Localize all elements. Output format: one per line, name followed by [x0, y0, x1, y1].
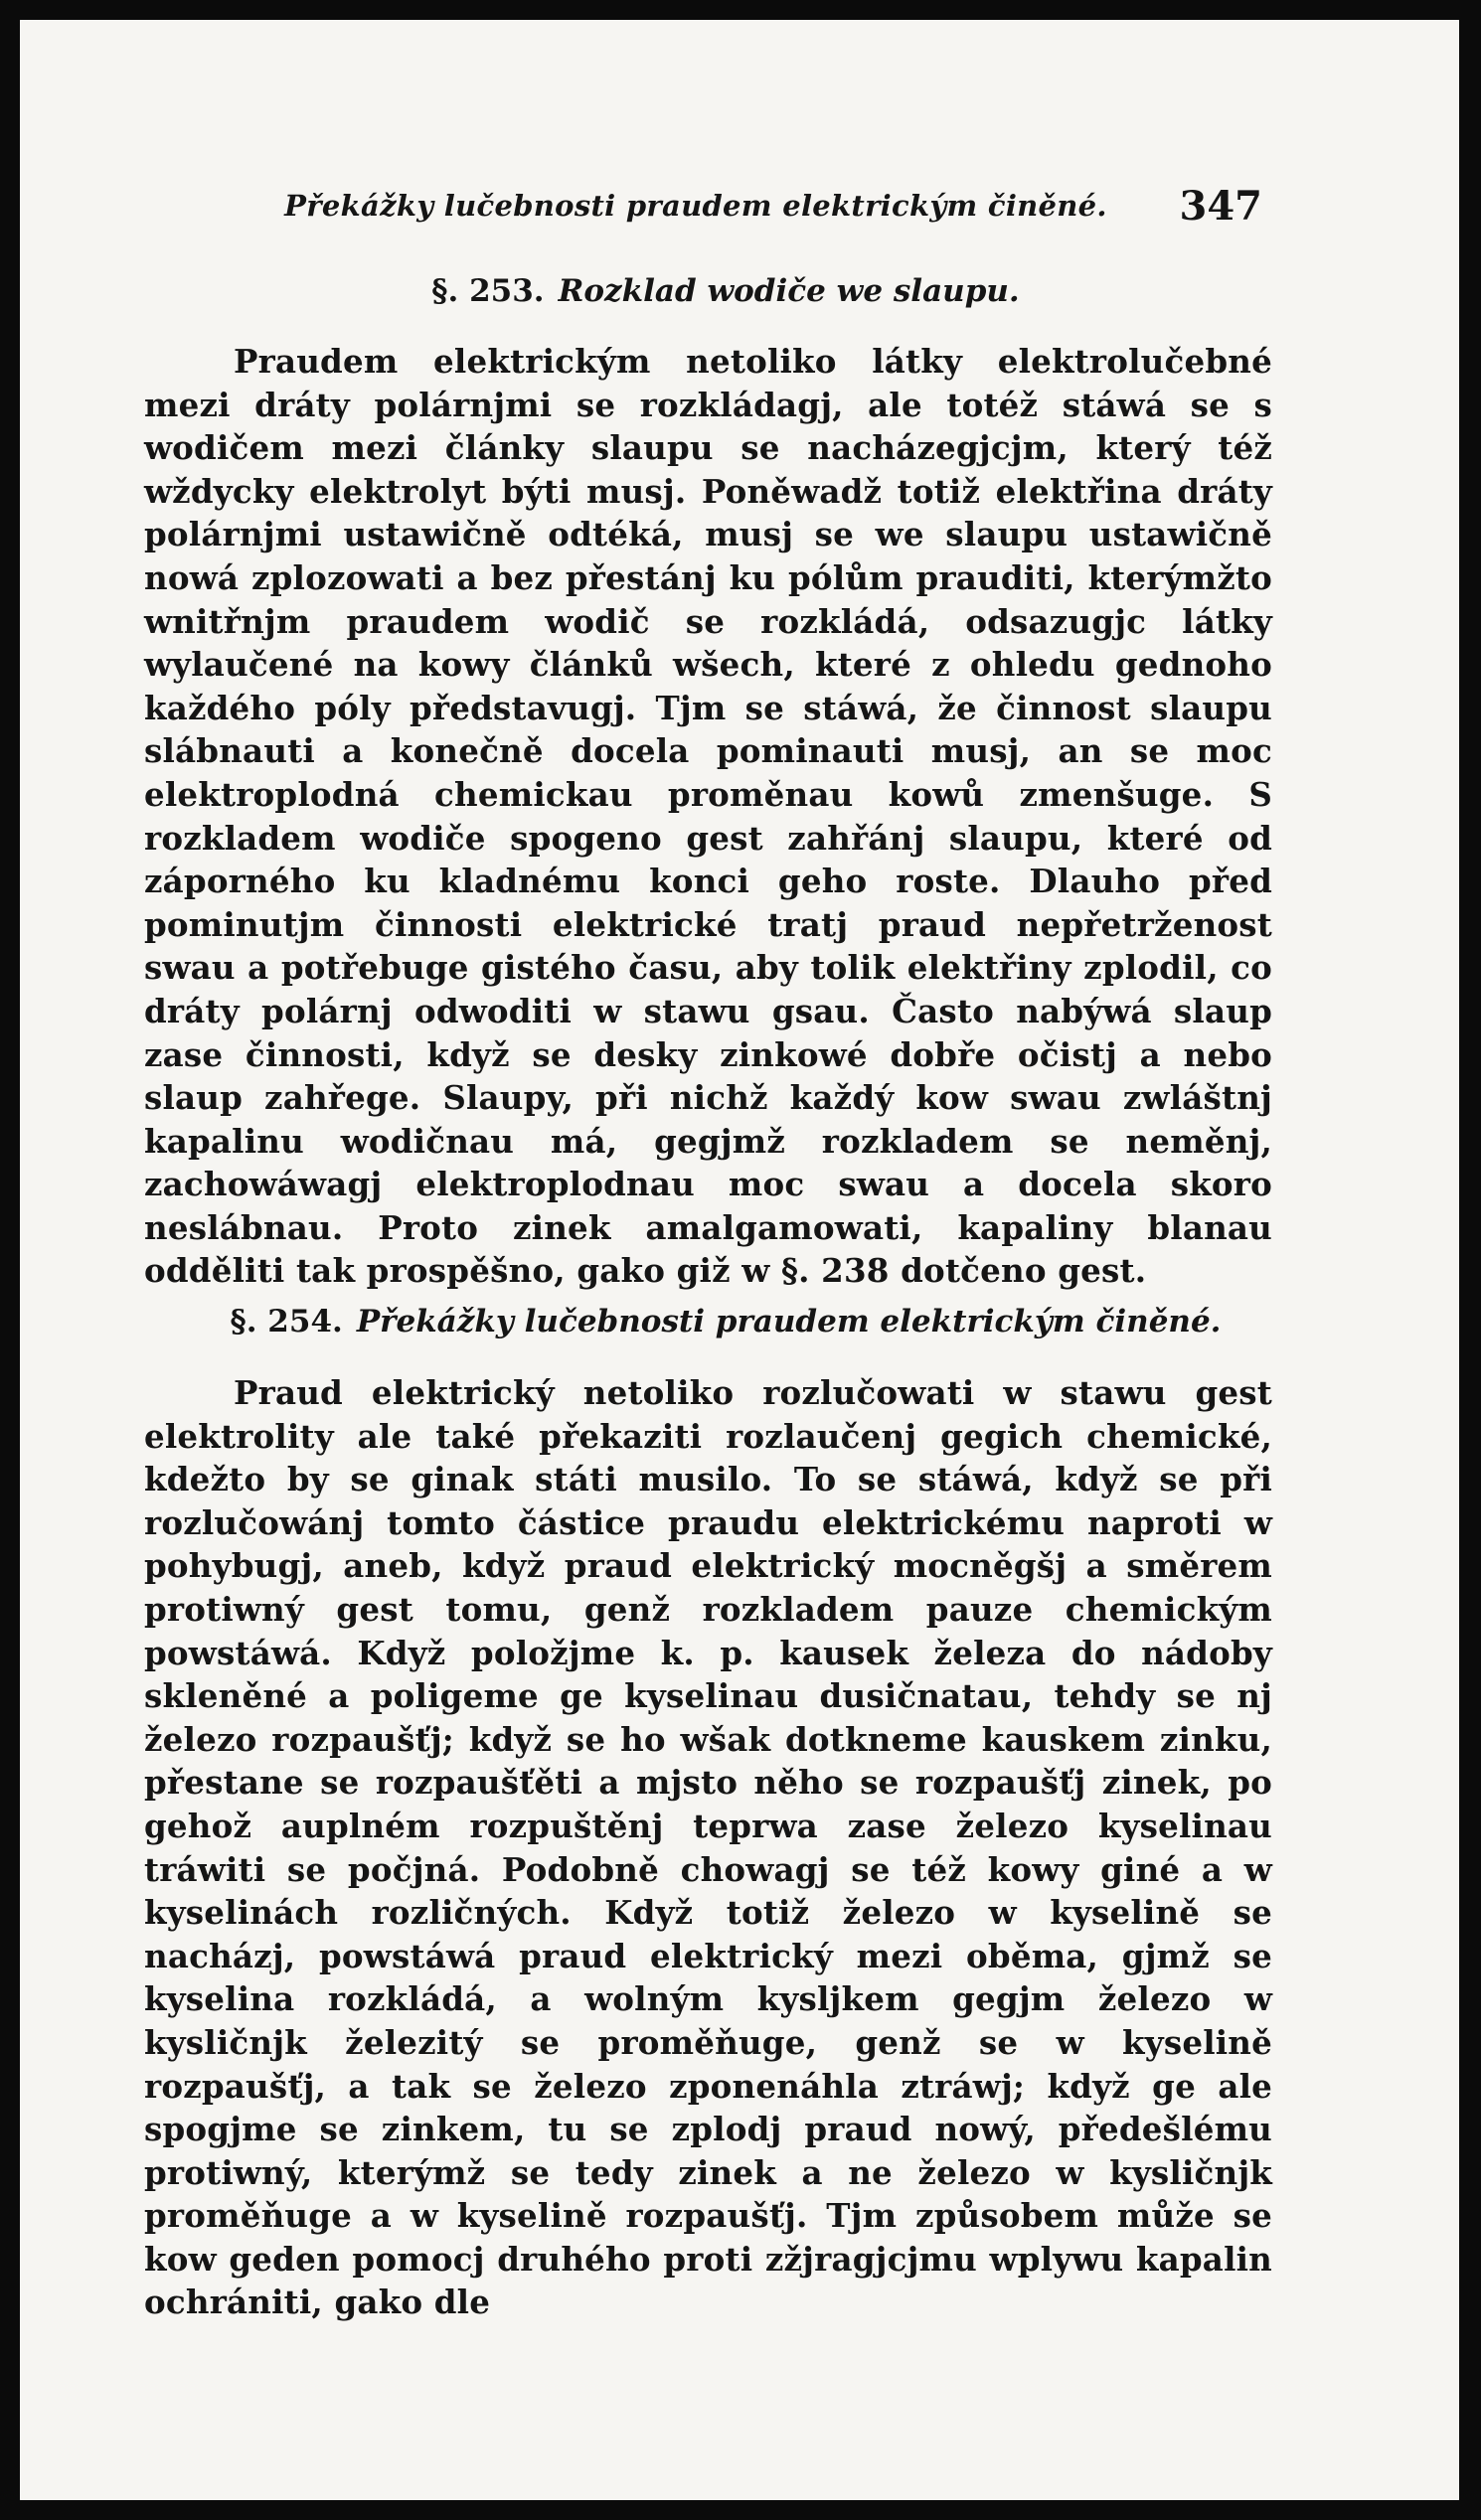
section-number: §. 253. [431, 273, 545, 309]
section-254-paragraph: Praud elektrický netoliko rozlučowati w stawu gest elektrolity ale také překaziti rozlaučenj gegich chemické, kdežto by se ginak státi musilo. To se stáwá, když se při rozlučowánj tomto částice praudu elektrickému naproti w pohybugj, aneb, když praud elektrický mocněgšj a směrem protiwný gest tomu, genž rozkladem pauze chemickým powstáwá. Když položjme k. p. kausek železa do nádoby skleněné a poligeme ge kyselinau dusičnatau, tehdy se nj železo rozpaušťj; když se ho wšak dotkneme kauskem zinku, přestane se rozpaušťěti a mjsto něho se rozpaušťj zinek, po gehož auplném rozpuštěnj teprwa zase železo kyselinau tráwiti se počjná. Podobně chowagj se též kowy giné a w kyselinách rozličných. Když totiž železo w kyselině se nacházj, powstáwá praud elektrický mezi oběma, gjmž se kyselina rozkládá, a wolným kysljkem gegjm železo w kysličnjk železitý se proměňuge, genž se w kyselině rozpaušťj, a tak se železo zponenáhla ztráwj; když ge ale spogjme se zinkem, tu se zplodj praud nowý, předešlému protiwný, kterýmž se tedy zinek a ne železo w kysličnjk proměňuge a w kyselině rozpaušťj. Tjm způsobem může se kow geden pomocj druhého proti zžjragjcjmu wplywu kapalin ochrániti, gako dle [144, 1373, 1272, 2322]
section-253-paragraph: Praudem elektrickým netoliko látky elektrolučebné mezi dráty polárnjmi se rozkládagj, ale totéž stáwá se s wodičem mezi články slaupu se nacházegjcjm, který též wždycky elektrolyt býti musj. Poněwadž totiž elektřina dráty polárnjmi ustawičně odtéká, musj se we slaupu ustawičně nowá zplozowati a bez přestánj ku pólům prauditi, kterýmžto wnitřnjm praudem wodič se rozkládá, odsazugjc látky wylaučené na kowy článků wšech, které z ohledu gednoho každého póly představugj. Tjm se stáwá, že činnost slaupu slábnauti a konečně docela pominauti musj, an se moc elektroplodná chemickau proměnau kowů zmenšuge. S rozkladem wodiče spogeno gest zahřánj slaupu, které od záporného ku kladnému konci geho roste. Dlauho před pominutjm činnosti elektrické tratj praud nepřetrženost swau a potřebuge gistého času, aby tolik elektřiny zplodil, co dráty polárnj odwoditi w stawu gsau. Často nabýwá slaup zase činnosti, když se desky zinkowé dobře očistj a nebo slaup zahřege. Slaupy, při nichž každý kow swau zwláštnj kapalinu wodičnau má, gegjmž rozkladem se neměnj, zachowáwagj elektroplodnau moc swau a docela skoro neslábnau. Proto zinek amalgamowati, kapaliny blanau odděliti tak prospěšno, gako giž w §. 238 dotčeno gest. [144, 342, 1272, 1291]
section-heading-253 [179, 273, 1272, 309]
running-title: Překážky lučebnosti praudem elektrickým činěné. [284, 189, 1107, 223]
section-heading-254 [179, 1304, 1272, 1339]
section-title: Překážky lučebnosti praudem elektrickým činěné. [356, 1304, 1222, 1339]
page-number: 347 [1179, 183, 1262, 230]
section-title: Rozklad wodiče we slaupu. [558, 273, 1020, 309]
running-head [20, 183, 1459, 238]
section-number: §. 254. [230, 1304, 343, 1339]
book-page [20, 20, 1459, 2500]
